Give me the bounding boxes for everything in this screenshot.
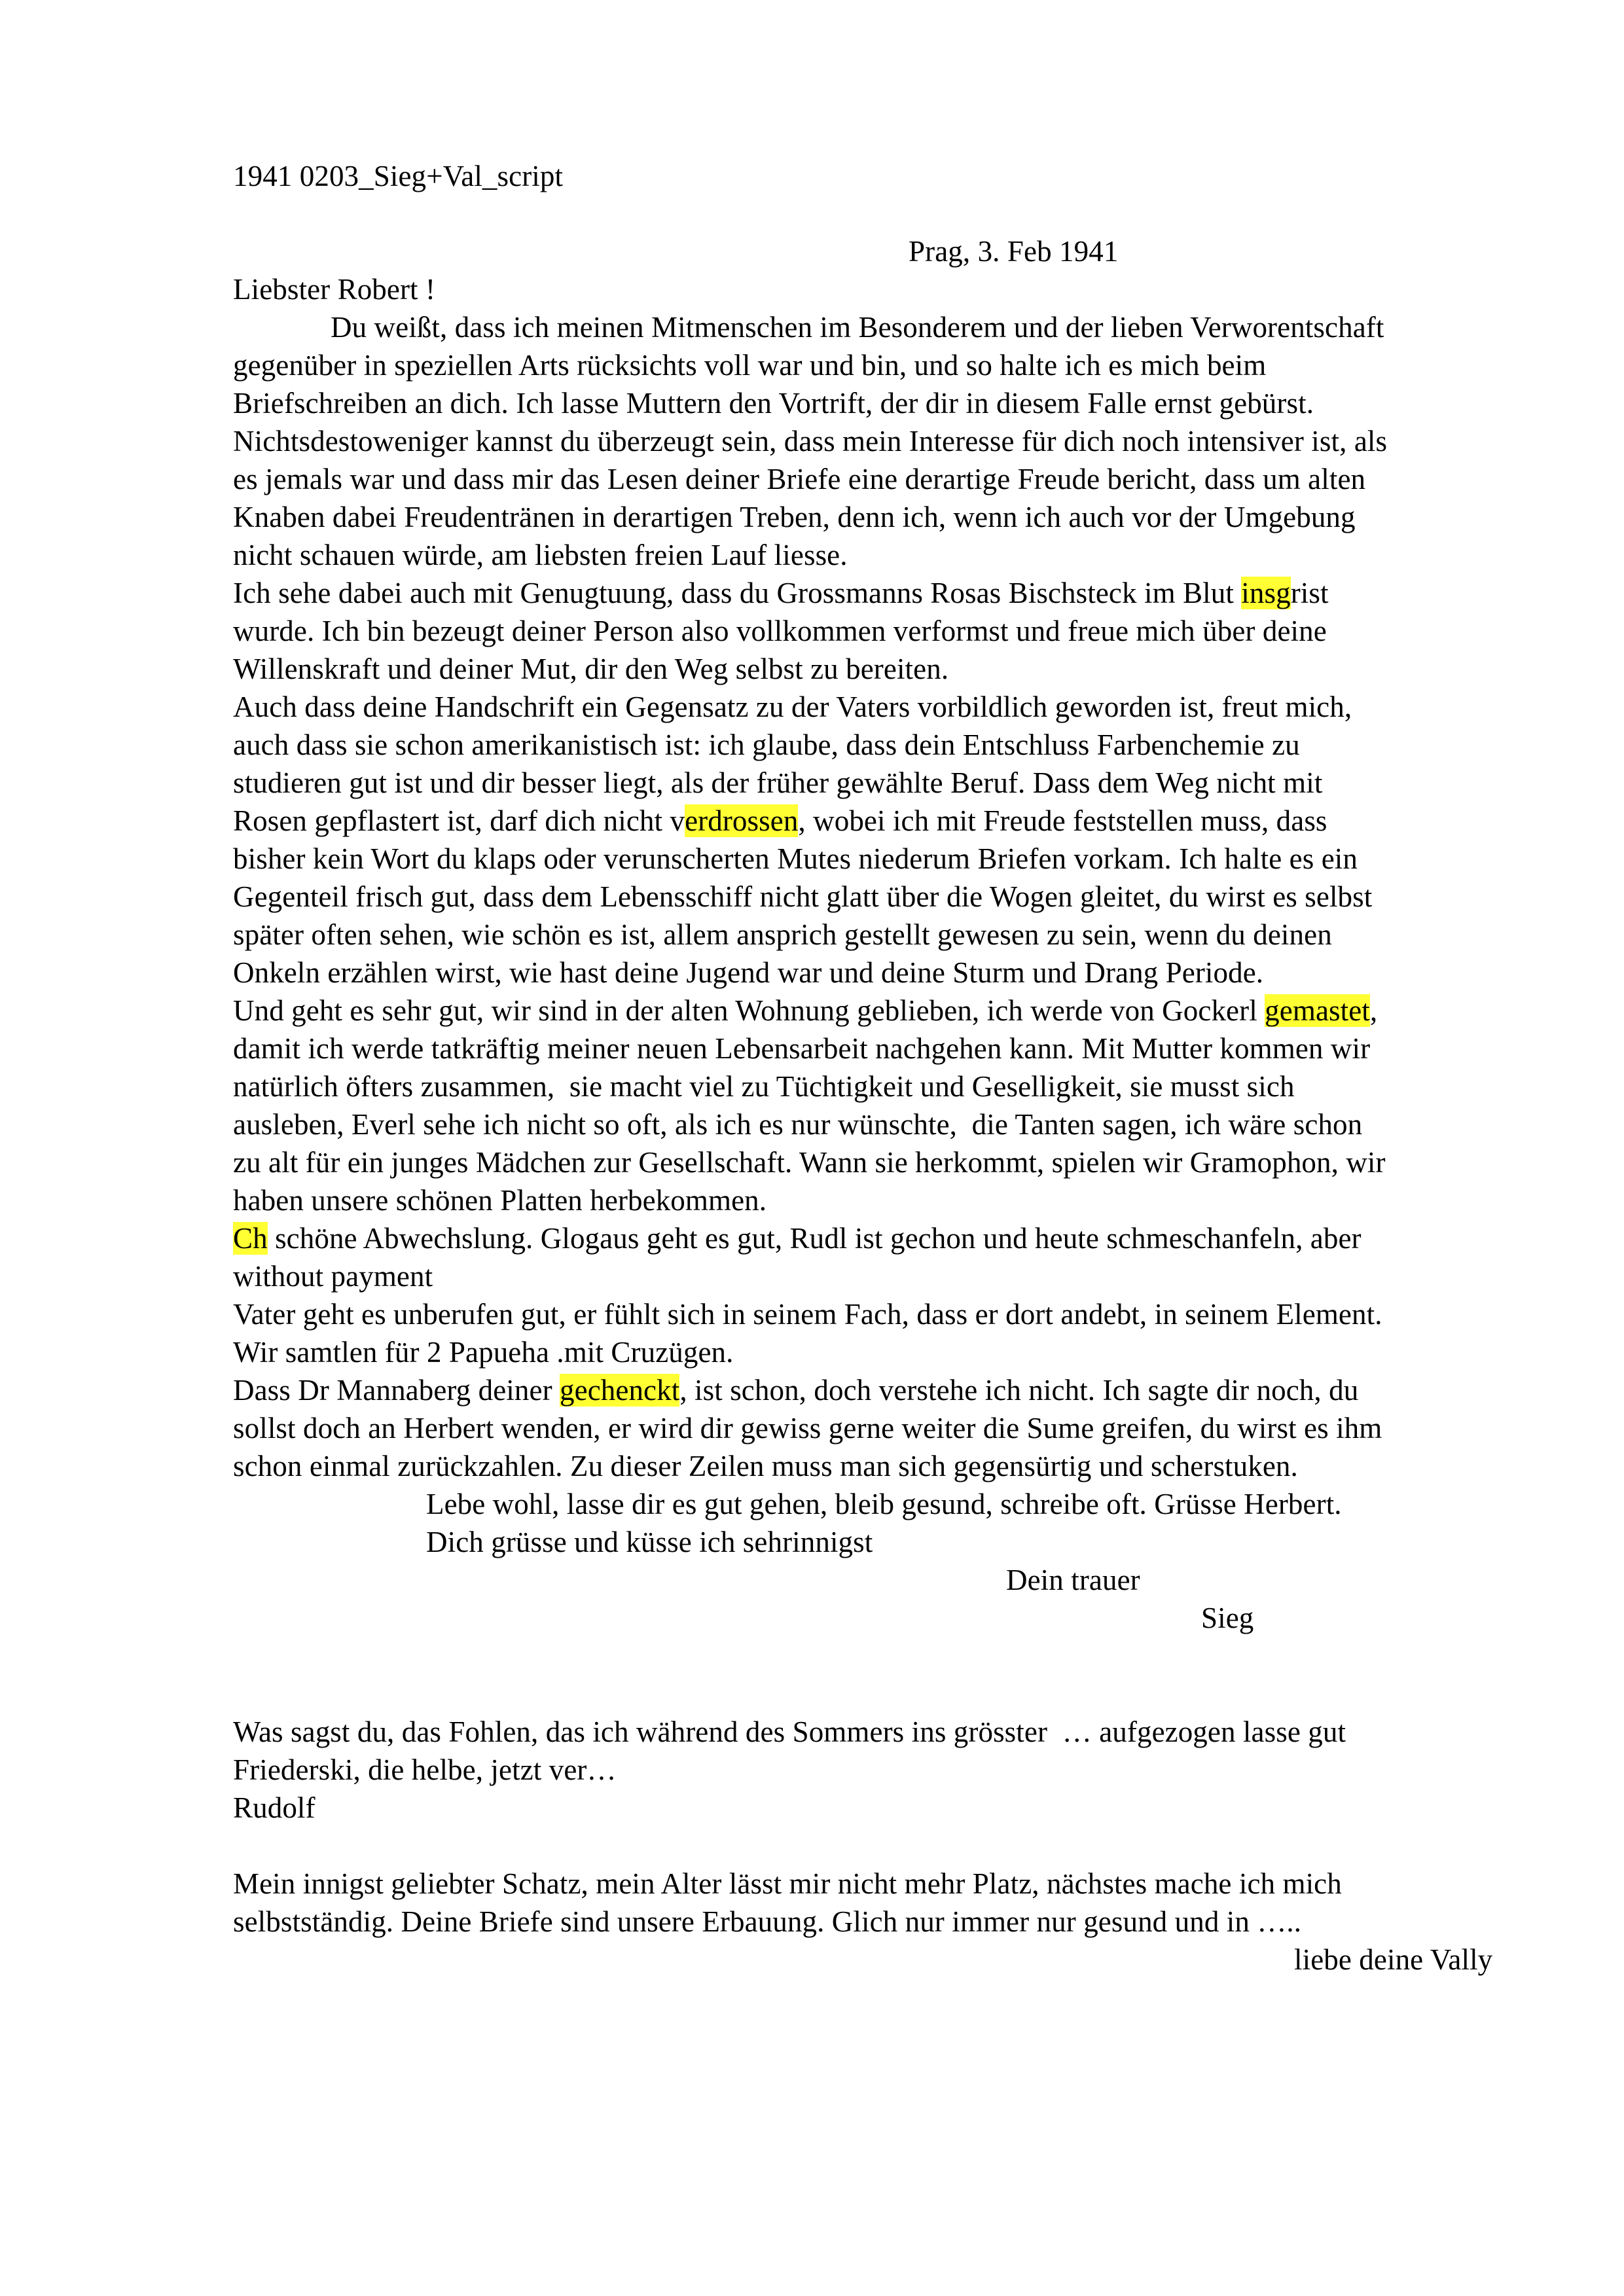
body-line: Nichtsdestoweniger kannst du überzeugt sein, dass mein Interesse für dich noch intensiver ist, als [233, 425, 1388, 457]
postscript-line: Was sagst du, das Fohlen, das ich während des Sommers ins grösster … aufgezogen lasse gut [233, 1715, 1346, 1748]
highlighted-word: Ch [233, 1222, 268, 1255]
body-line: ausleben, Everl sehe ich nicht so oft, als ich es nur wünschte, die Tanten sagen, ich wäre schon [233, 1108, 1363, 1141]
body-line: zu alt für ein junges Mädchen zur Gesellschaft. Wann sie herkommt, spielen wir Gramophon, wir [233, 1146, 1386, 1179]
body-line: Ich sehe dabei auch mit Genugtuung, dass du Grossmanns Rosas Bischsteck im Blut insgrist [233, 577, 1329, 609]
body-line: gegenüber in speziellen Arts rücksichts voll war und bin, und so halte ich es mich beim [233, 349, 1267, 382]
salutation: Liebster Robert ! [233, 273, 436, 306]
body-line: Onkeln erzählen wirst, wie hast deine Jugend war und deine Sturm und Drang Periode. [233, 956, 1264, 989]
body-line: sollst doch an Herbert wenden, er wird dir gewiss gerne weiter die Sume greifen, du wirst es ihm [233, 1412, 1382, 1444]
highlighted-word: erdrossen [685, 804, 799, 837]
signature-vally: liebe deine Vally [1294, 1943, 1493, 1976]
postscript-line: Friederski, die helbe, jetzt ver… [233, 1753, 617, 1786]
body-line: nicht schauen würde, am liebsten freien Lauf liesse. [233, 539, 848, 571]
closing-line: Dein trauer [1006, 1564, 1140, 1596]
body-line: Ch schöne Abwechslung. Glogaus geht es gut, Rudl ist gechon und heute schmeschanfeln, aber [233, 1222, 1362, 1255]
body-line: Auch dass deine Handschrift ein Gegensatz zu der Vaters vorbildlich geworden ist, freut mich, [233, 691, 1352, 723]
body-line: without payment [233, 1260, 433, 1293]
body-line: Willenskraft und deiner Mut, dir den Weg selbst zu bereiten. [233, 653, 949, 685]
body-line: Gegenteil frisch gut, dass dem Lebensschiff nicht glatt über die Wogen gleitet, du wirst es selbst [233, 880, 1373, 913]
signature-rudolf: Rudolf [233, 1791, 316, 1824]
body-line: später often sehen, wie schön es ist, allem ansprich gestellt gewesen zu sein, wenn du deinen [233, 918, 1332, 951]
body-line: damit ich werde tatkräftig meiner neuen Lebensarbeit nachgehen kann. Mit Mutter kommen wir [233, 1032, 1371, 1065]
body-line: schon einmal zurückzahlen. Zu dieser Zeilen muss man sich gegensürtig und scherstuken. [233, 1450, 1298, 1482]
closing-line: Dich grüsse und küsse ich sehrinnigst [426, 1526, 873, 1558]
body-line: Wir samtlen für 2 Papueha .mit Cruzügen. [233, 1336, 734, 1369]
highlighted-word: insg [1241, 577, 1291, 609]
postscript-line: selbstständig. Deine Briefe sind unsere Erbauung. Glich nur immer nur gesund und in ….. [233, 1905, 1302, 1938]
postscript-line: Mein innigst geliebter Schatz, mein Alter lässt mir nicht mehr Platz, nächstes mache ich mich [233, 1867, 1342, 1900]
body-line: natürlich öfters zusammen, sie macht viel zu Tüchtigkeit und Geselligkeit, sie musst sich [233, 1070, 1295, 1103]
closing-line: Lebe wohl, lasse dir es gut gehen, bleib gesund, schreibe oft. Grüsse Herbert. [426, 1488, 1342, 1520]
body-line: Rosen gepflastert ist, darf dich nicht verdrossen, wobei ich mit Freude feststellen muss, dass [233, 804, 1327, 837]
signature-sieg: Sieg [1201, 1602, 1254, 1634]
body-line: Vater geht es unberufen gut, er fühlt sich in seinem Fach, dass er dort andebt, in seinem Element. [233, 1298, 1382, 1331]
body-line: bisher kein Wort du klaps oder verunscherten Mutes niederum Briefen vorkam. Ich halte es ein [233, 842, 1358, 875]
highlighted-word: gemastet [1265, 994, 1370, 1027]
body-line: haben unsere schönen Platten herbekommen. [233, 1184, 767, 1217]
body-line: studieren gut ist und dir besser liegt, als der früher gewählte Beruf. Dass dem Weg nicht mit [233, 766, 1323, 799]
body-line: es jemals war und dass mir das Lesen deiner Briefe eine derartige Freude bericht, dass um alten [233, 463, 1366, 495]
body-line: wurde. Ich bin bezeugt deiner Person also vollkommen verformst und freue mich über deine [233, 615, 1327, 647]
place-date: Prag, 3. Feb 1941 [909, 235, 1119, 268]
body-line: Du weißt, dass ich meinen Mitmenschen im Besonderem und der lieben Verworentschaft [331, 311, 1384, 344]
document-file-title: 1941 0203_Sieg+Val_script [233, 160, 564, 192]
body-line: auch dass sie schon amerikanistisch ist: ich glaube, dass dein Entschluss Farbenchemie zu [233, 728, 1300, 761]
highlighted-word: gechenckt [560, 1374, 680, 1407]
body-line: Knaben dabei Freudentränen in derartigen Treben, denn ich, wenn ich auch vor der Umgebung [233, 501, 1356, 533]
body-line: Und geht es sehr gut, wir sind in der alten Wohnung geblieben, ich werde von Gockerl gemastet, [233, 994, 1378, 1027]
body-line: Dass Dr Mannaberg deiner gechenckt, ist schon, doch verstehe ich nicht. Ich sagte dir noch, du [233, 1374, 1359, 1407]
body-line: Briefschreiben an dich. Ich lasse Muttern den Vortrift, der dir in diesem Falle ernst gebürst. [233, 387, 1314, 420]
